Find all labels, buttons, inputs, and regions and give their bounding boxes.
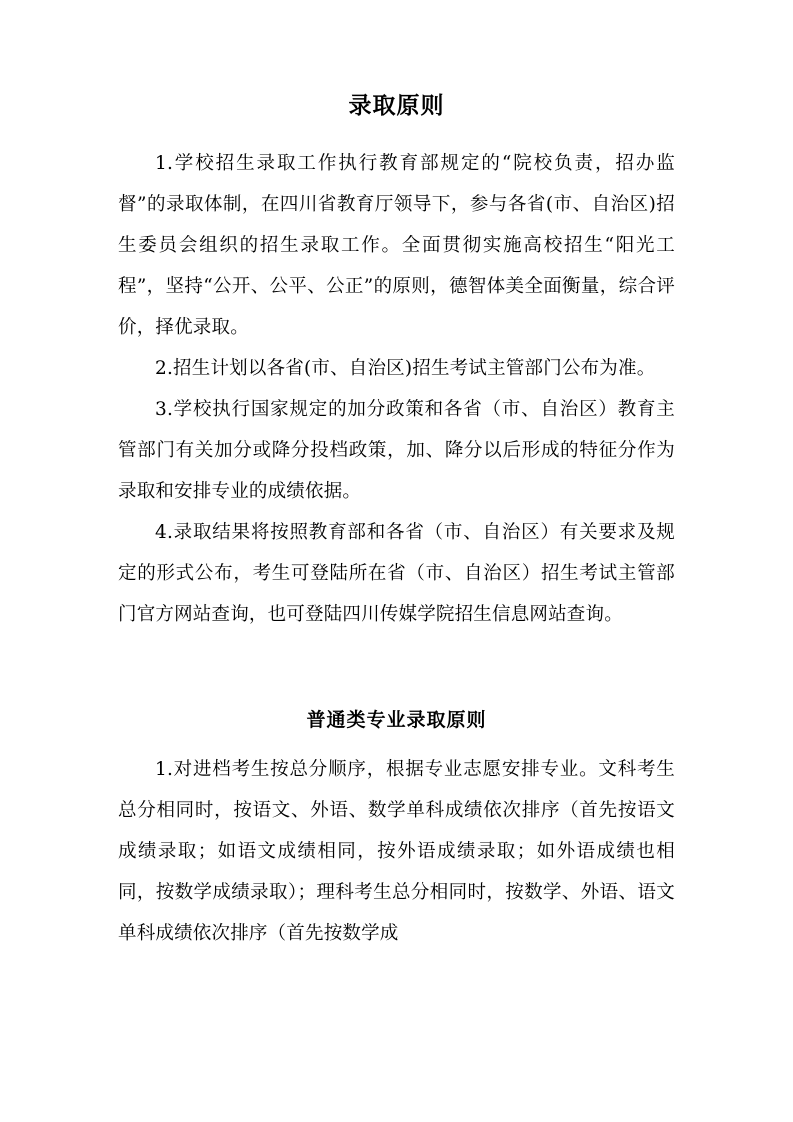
paragraph-1: 1.学校招生录取工作执行教育部规定的“院校负责，招办监督”的录取体制，在四川省教育厅领导下，参与各省(市、自治区)招生委员会组织的招生录取工作。全面贯彻实施高校招生“阳光工程”，坚持“公开、公平、公正”的原则，德智体美全面衡量，综合评价，择优录取。 (118, 152, 675, 338)
section-title: 普通类专业录取原则 (306, 708, 487, 731)
page-title: 录取原则 (348, 92, 445, 119)
section-paragraph-1: 1.对进档考生按总分顺序，根据专业志愿安排专业。文科考生总分相同时，按语文、外语、数学单科成绩依次排序（首先按语文成绩录取；如语文成绩相同，按外语成绩录取；如外语成绩也相同，按数学成绩录取）；理科考生总分相同时，按数学、外语、语文单科成绩依次排序（首先按数学成 (118, 759, 675, 945)
paragraph-3: 3.学校执行国家规定的加分政策和各省（市、自治区）教育主管部门有关加分或降分投档政策，加、降分以后形成的特征分作为录取和安排专业的成绩依据。 (118, 398, 675, 502)
section-spacer (118, 635, 675, 661)
paragraph-4: 4.录取结果将按照教育部和各省（市、自治区）有关要求及规定的形式公布，考生可登陆所在省（市、自治区）招生考试主管部门官方网站查询，也可登陆四川传媒学院招生信息网站查询。 (118, 521, 675, 625)
paragraph-2: 2.招生计划以各省(市、自治区)招生考试主管部门公布为准。 (155, 357, 656, 379)
